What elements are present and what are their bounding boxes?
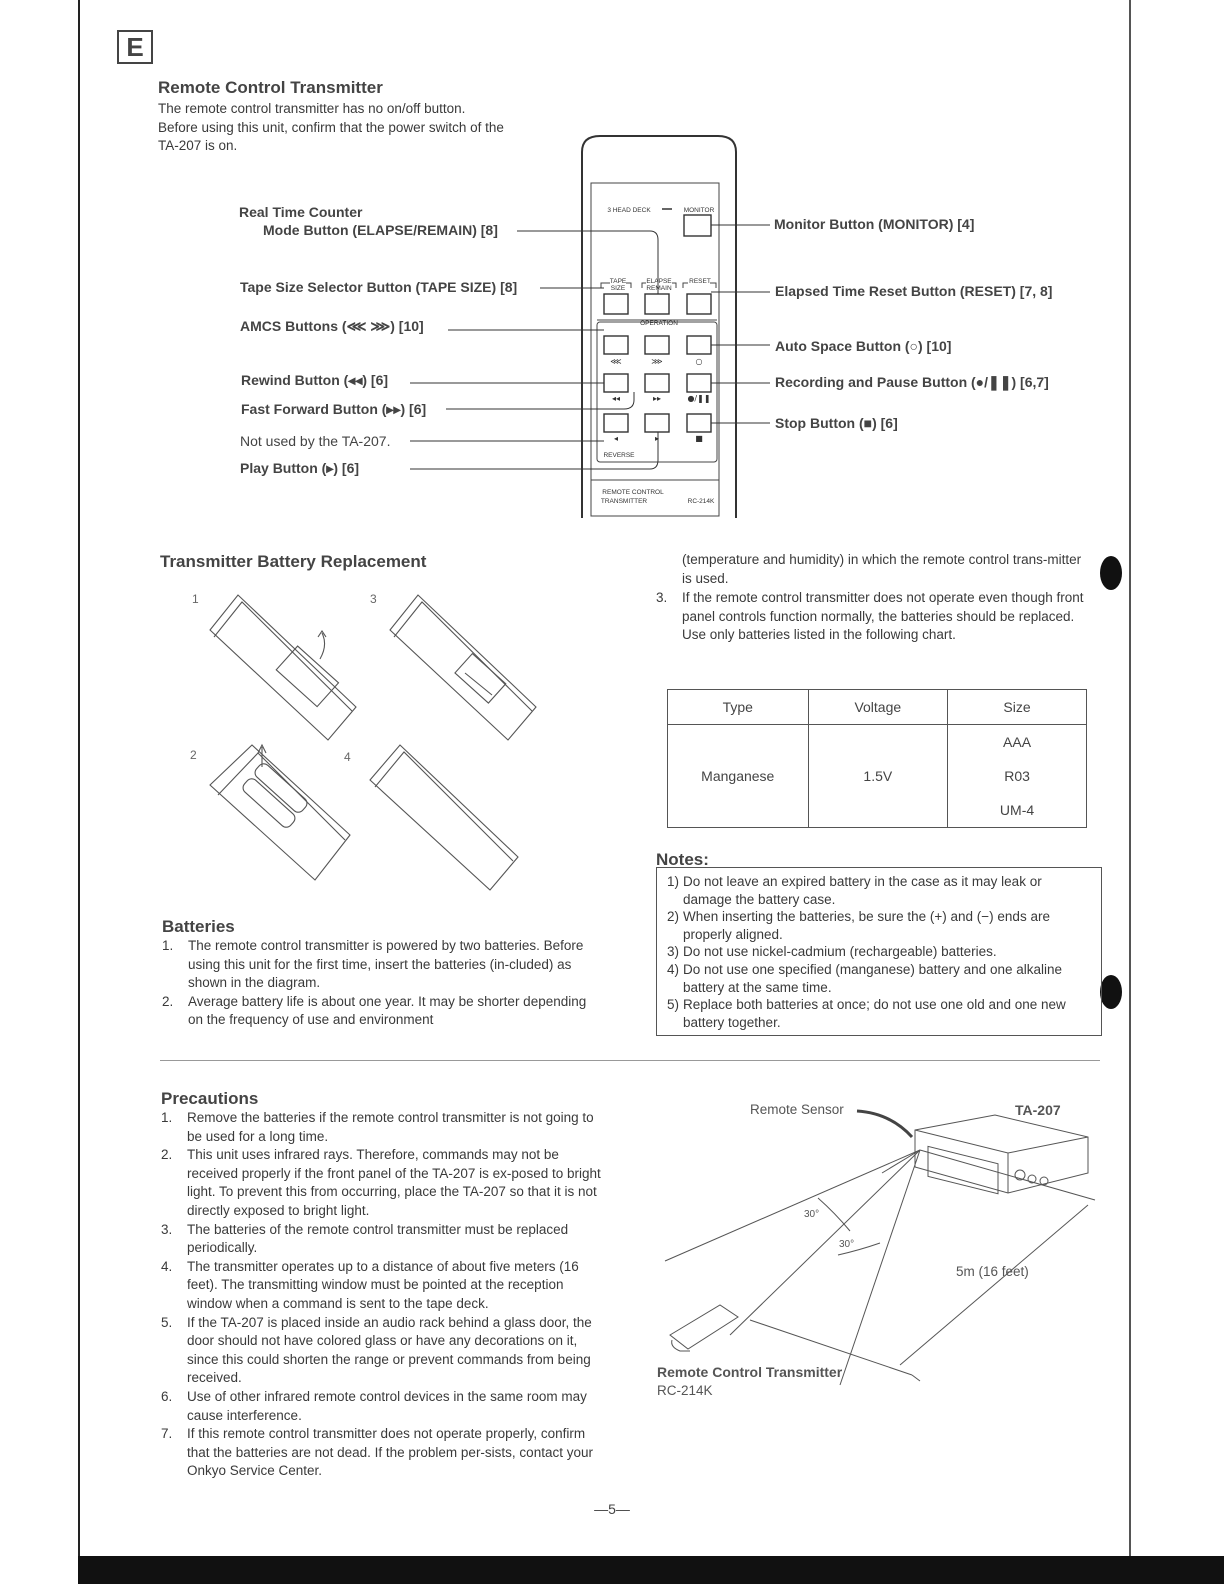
svg-text:▸: ▸ — [654, 434, 660, 443]
battery-table — [667, 689, 1087, 828]
note-item: 5) Replace both batteries at once; do not use one old and one new battery together. — [667, 997, 1066, 1030]
table-cell-size: UM-4 — [948, 793, 1087, 828]
label-amcs: AMCS Buttons (⋘ ⋙) [10] — [240, 318, 424, 334]
table-cell-type: Manganese — [668, 725, 809, 828]
svg-text:■: ■ — [695, 434, 703, 443]
binding-hole — [1100, 975, 1122, 1009]
note-item: 2) When inserting the batteries, be sure the (+) and (−) ends are properly aligned. — [667, 909, 1050, 942]
svg-text:TAPE: TAPE — [609, 278, 627, 285]
svg-text:30°: 30° — [839, 1239, 855, 1250]
amcs-fwd-key — [645, 336, 669, 354]
label-tape-size: Tape Size Selector Button (TAPE SIZE) [8] — [240, 279, 518, 295]
batteries-continuation: (temperature and humidity) in which the remote control trans-mitter is used. — [682, 552, 1082, 586]
svg-text:RC-214K: RC-214K — [687, 498, 715, 505]
tape-size-key — [604, 294, 628, 314]
label-auto-space: Auto Space Button (○) [10] — [775, 338, 952, 354]
reverse-play-key — [604, 414, 628, 432]
notes-title: Notes: — [656, 850, 709, 869]
svg-text:30°: 30° — [804, 1209, 820, 1220]
svg-text:RESET: RESET — [689, 278, 711, 285]
list-item: 3. If the remote control transmitter does not operate even though front panel controls function normally, the batteries should be replaced. Use only batteries listed in the following chart. — [656, 590, 1084, 643]
range-diagram — [650, 1095, 1110, 1405]
svg-text:▸▸: ▸▸ — [652, 394, 662, 403]
rewind-key — [604, 374, 628, 392]
svg-text:RC-214K: RC-214K — [657, 1383, 713, 1398]
table-header: Type — [668, 690, 809, 725]
remote-intro: The remote control transmitter has no on/off button. Before using this unit, confirm that the power switch of the TA-207 is on. — [158, 101, 504, 154]
notes-box — [656, 867, 1102, 1036]
list-item: 6. Use of other infrared remote control devices in the same room may cause interference. — [161, 1388, 587, 1423]
svg-text:Remote Control Transmitter: Remote Control Transmitter — [657, 1364, 843, 1380]
language-marker: E — [117, 30, 153, 64]
label-counter-mode-line2: Mode Button (ELAPSE/REMAIN) [8] — [263, 222, 498, 238]
auto-space-key — [687, 336, 711, 354]
remote-heading: Remote Control Transmitter — [158, 78, 383, 97]
precautions-list — [161, 1109, 601, 1481]
table-header: Voltage — [808, 690, 948, 725]
rec-pause-key — [687, 374, 711, 392]
label-not-used: Not used by the TA-207. — [240, 433, 391, 449]
page-bottom-bar — [78, 1556, 1224, 1584]
list-item: 5. If the TA-207 is placed inside an audio rack behind a glass door, the door should not have colored glass or have any decorations on it, since this could shorten the range or prevent commands from being received. — [161, 1314, 592, 1386]
svg-text:2: 2 — [190, 748, 197, 762]
svg-text:4: 4 — [344, 750, 351, 764]
label-reset: Elapsed Time Reset Button (RESET) [7, 8] — [775, 283, 1053, 299]
label-rec-pause: Recording and Pause Button (●/❚❚) [6,7] — [775, 374, 1049, 390]
list-item: 1. The remote control transmitter is powered by two batteries. Before using this unit for the first time, insert the batteries (in-cluded) as shown in the diagram. — [162, 938, 584, 991]
label-stop: Stop Button (■) [6] — [775, 415, 898, 431]
label-counter-mode-line1: Real Time Counter — [239, 204, 363, 220]
svg-text:REMOTE CONTROL: REMOTE CONTROL — [602, 489, 664, 496]
play-key — [645, 414, 669, 432]
remote-diagram — [0, 0, 1224, 540]
svg-text:OPERATION: OPERATION — [640, 320, 678, 327]
svg-text:TRANSMITTER: TRANSMITTER — [600, 498, 648, 505]
monitor-key — [684, 215, 711, 236]
ffwd-key — [645, 374, 669, 392]
svg-text:⋙: ⋙ — [651, 357, 663, 366]
svg-text:◂: ◂ — [613, 434, 619, 443]
label-monitor: Monitor Button (MONITOR) [4] — [774, 216, 975, 232]
svg-text:5m (16 feet): 5m (16 feet) — [956, 1264, 1029, 1279]
svg-text:3: 3 — [370, 592, 377, 606]
battery-illustration — [180, 585, 540, 895]
svg-text:ELAPSE: ELAPSE — [646, 278, 672, 285]
svg-text:●/❚❚: ●/❚❚ — [687, 394, 711, 403]
batteries-heading: Batteries — [162, 917, 235, 936]
list-item: 7. If this remote control transmitter does not operate properly, confirm that the batteries are not dead. If the problem per-sists, contact your Onkyo Service Center. — [161, 1426, 593, 1479]
amcs-back-key — [604, 336, 628, 354]
battery-replacement-heading: Transmitter Battery Replacement — [160, 552, 427, 571]
note-item: 3) Do not use nickel-cadmium (rechargeable) batteries. — [667, 944, 997, 960]
list-item: 2. This unit uses infrared rays. Therefore, commands may not be received properly if the front panel of the TA-207 is ex-posed to bright light. To prevent this from occurring, place the TA-207 so that it is not directly exposed to bright light. — [161, 1147, 601, 1218]
svg-text:TA-207: TA-207 — [1015, 1102, 1061, 1118]
note-item: 4) Do not use one specified (manganese) battery and one alkaline battery at the same time. — [667, 961, 1062, 995]
stop-key — [687, 414, 711, 432]
note-item: 1) Do not leave an expired battery in the case as it may leak or damage the battery case. — [667, 874, 1042, 907]
svg-text:SIZE: SIZE — [610, 285, 626, 292]
page-number: —5— — [594, 1501, 630, 1517]
svg-text:MONITOR: MONITOR — [683, 207, 715, 214]
label-play: Play Button (▸) [6] — [240, 460, 360, 476]
binding-hole — [1100, 556, 1122, 590]
section-divider — [160, 1060, 1100, 1061]
reset-key — [687, 294, 711, 314]
table-cell-size: R03 — [948, 759, 1087, 793]
list-item: 4. The transmitter operates up to a distance of about five meters (16 feet). The transmitting window must be pointed at the reception window when a command is sent to the tape deck. — [161, 1258, 579, 1311]
svg-text:3 HEAD DECK: 3 HEAD DECK — [607, 207, 651, 214]
list-item: 2. Average battery life is about one year. It may be shorter depending on the frequency of use and environment — [162, 993, 587, 1028]
svg-text:○: ○ — [695, 357, 703, 366]
list-item: 3. The batteries of the remote control transmitter must be replaced periodically. — [161, 1221, 569, 1256]
table-header: Size — [948, 690, 1087, 725]
svg-text:◂◂: ◂◂ — [611, 394, 621, 403]
label-fast-forward: Fast Forward Button (▸▸) [6] — [241, 401, 427, 417]
svg-text:REMAIN: REMAIN — [646, 285, 672, 292]
batteries-list — [162, 937, 592, 1030]
table-cell-size: AAA — [948, 725, 1087, 760]
svg-text:⋘: ⋘ — [610, 357, 622, 366]
list-item: 1. Remove the batteries if the remote control transmitter is not going to be used for a long time. — [161, 1110, 594, 1144]
precautions-heading: Precautions — [161, 1089, 259, 1108]
svg-text:REVERSE: REVERSE — [603, 452, 635, 459]
svg-text:1: 1 — [192, 592, 199, 606]
label-rewind: Rewind Button (◂◂) [6] — [241, 372, 389, 388]
batteries-list-item3 — [656, 589, 1092, 645]
table-cell-voltage: 1.5V — [808, 725, 948, 828]
svg-text:Remote Sensor: Remote Sensor — [750, 1102, 844, 1117]
elapse-key — [645, 294, 669, 314]
